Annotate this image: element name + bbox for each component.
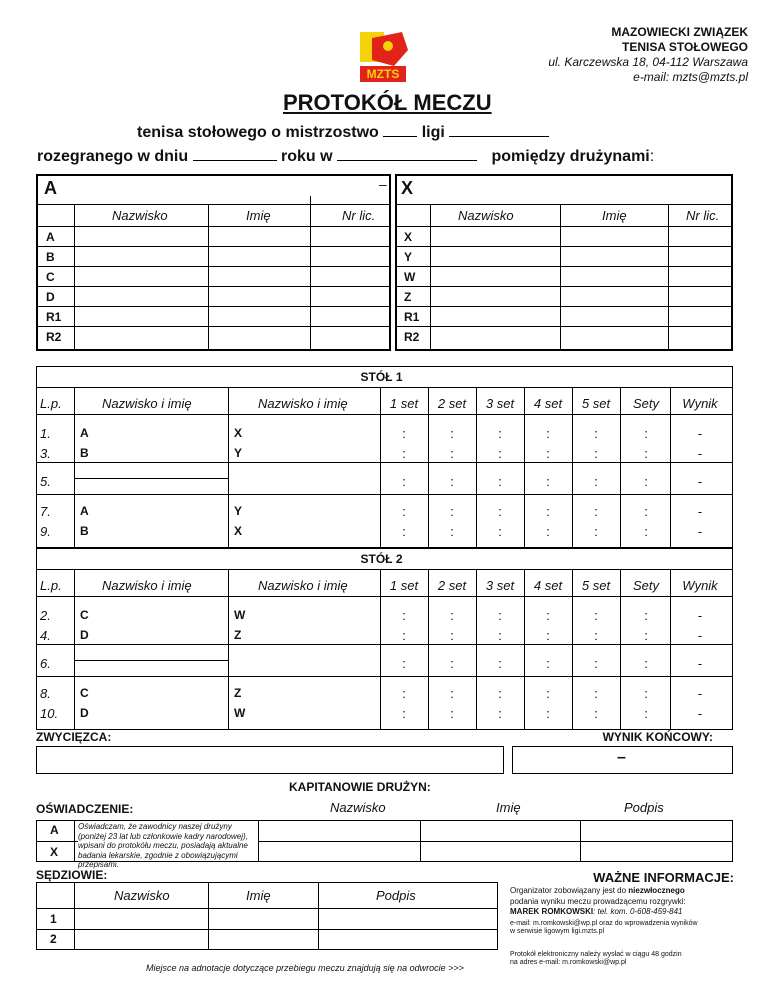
captain-a-surname-field[interactable]	[260, 821, 418, 840]
team-a-row-label: B	[46, 250, 55, 264]
set-score-4[interactable]: :	[546, 656, 550, 671]
game-lp: 9.	[40, 524, 51, 539]
set-score-4[interactable]: :	[546, 628, 550, 643]
result-score[interactable]: -	[697, 474, 703, 489]
sets-score[interactable]: :	[644, 628, 648, 643]
team-x-row-label: W	[404, 270, 416, 284]
set-score-5[interactable]: :	[594, 474, 598, 489]
sets-score[interactable]: :	[644, 474, 648, 489]
header-set-3: 3 set	[485, 578, 515, 593]
set-score-3[interactable]: :	[498, 524, 502, 539]
referees-header-signature: Podpis	[376, 888, 416, 903]
set-score-5[interactable]: :	[594, 524, 598, 539]
team-a-label: A	[44, 178, 57, 198]
game-player2: Z	[234, 686, 242, 700]
table-title: STÓŁ 2	[360, 552, 403, 566]
game-lp: 5.	[40, 474, 51, 489]
result-score[interactable]: -	[697, 628, 703, 643]
game-player1: D	[80, 706, 89, 720]
referee-row-2: 2	[50, 932, 57, 946]
declaration-line: badania lekarskie, zgodnie z obowiązującymi przepisami.	[78, 850, 238, 869]
set-score-3[interactable]: :	[498, 446, 502, 461]
subtitle-part3: rozegranego w dniu	[37, 148, 189, 165]
set-score-4[interactable]: :	[546, 608, 550, 623]
set-score-1[interactable]: :	[402, 474, 406, 489]
result-score[interactable]: -	[697, 706, 703, 721]
set-score-1[interactable]: :	[402, 608, 406, 623]
row-divider	[36, 494, 733, 495]
subtitle-part5: pomiędzy drużynami	[491, 148, 650, 165]
org-info	[428, 25, 748, 85]
column-divider	[310, 204, 311, 350]
column-divider	[732, 388, 733, 414]
column-divider	[208, 204, 209, 350]
game-player1: C	[80, 608, 89, 622]
set-score-2[interactable]: :	[450, 706, 454, 721]
column-divider	[670, 570, 671, 730]
header-set-1: 1 set	[389, 578, 419, 593]
referees-title: SĘDZIOWIE:	[36, 868, 108, 882]
header-player2: Nazwisko i imię	[258, 578, 348, 593]
game-player1: D	[80, 628, 89, 642]
set-score-4[interactable]: :	[546, 524, 550, 539]
set-score-1[interactable]: :	[402, 524, 406, 539]
set-score-1[interactable]: :	[402, 706, 406, 721]
declaration-line: wpisani do protokółu meczu, posiadają aktualne	[78, 841, 248, 850]
set-score-2[interactable]: :	[450, 474, 454, 489]
team-x-player-field[interactable]	[432, 288, 730, 306]
team-a-player-field[interactable]	[76, 328, 388, 346]
set-score-4[interactable]: :	[546, 686, 550, 701]
table-title: STÓŁ 1	[360, 370, 403, 384]
sets-score[interactable]: :	[644, 504, 648, 519]
column-divider	[572, 388, 573, 548]
mzts-logo	[358, 30, 410, 86]
set-score-3[interactable]: :	[498, 706, 502, 721]
captain-x-surname-field[interactable]	[260, 842, 418, 861]
team-a-player-field[interactable]	[76, 248, 388, 266]
game-player2: Y	[234, 504, 243, 518]
game-lp: 4.	[40, 628, 51, 643]
team-x-label: X	[401, 178, 414, 198]
header-set-3: 3 set	[485, 396, 515, 411]
column-divider	[380, 570, 381, 730]
team-a-row-label: R2	[46, 330, 62, 344]
set-score-2[interactable]: :	[450, 608, 454, 623]
column-divider	[74, 204, 75, 350]
doubles-line	[74, 660, 228, 661]
set-score-1[interactable]: :	[402, 504, 406, 519]
team-a-header-surname: Nazwisko	[112, 208, 168, 223]
winner-label: ZWYCIĘZCA:	[36, 730, 112, 744]
row-divider	[37, 266, 390, 267]
set-score-4[interactable]: :	[546, 446, 550, 461]
result-score[interactable]: -	[697, 608, 703, 623]
team-a-player-field[interactable]	[76, 228, 388, 246]
header-player1: Nazwisko i imię	[102, 578, 192, 593]
column-divider	[524, 570, 525, 730]
declaration-line: Oświadczam, że zawodnicy naszej drużyny	[78, 822, 232, 831]
org-address: ul. Karczewska 18, 04-112 Warszawa	[548, 55, 748, 69]
row-divider	[396, 286, 732, 287]
set-score-3[interactable]: :	[498, 656, 502, 671]
org-name-line1: MAZOWIECKI ZWIĄZEK	[611, 25, 748, 39]
game-player2: X	[234, 524, 243, 538]
declaration-line: (poniżej 23 lat lub członkowie kadry narodowej),	[78, 831, 248, 841]
set-score-2[interactable]: :	[450, 656, 454, 671]
set-score-1[interactable]: :	[402, 628, 406, 643]
column-divider	[670, 388, 671, 548]
game-lp: 2.	[40, 608, 51, 623]
team-x-row-label: X	[404, 230, 413, 244]
game-player1: B	[80, 446, 89, 460]
set-score-1[interactable]: :	[402, 656, 406, 671]
header-wynik: Wynik	[682, 396, 718, 411]
sets-score[interactable]: :	[644, 656, 648, 671]
game-player2: Y	[234, 446, 243, 460]
column-divider	[572, 570, 573, 730]
set-score-5[interactable]: :	[594, 686, 598, 701]
declaration-label: OŚWIADCZENIE:	[36, 802, 134, 816]
row-divider	[396, 306, 732, 307]
sets-score[interactable]: :	[644, 426, 648, 441]
team-x-row-label: Z	[404, 290, 412, 304]
game-player1: A	[80, 504, 89, 518]
doubles-line	[74, 478, 228, 479]
set-score-5[interactable]: :	[594, 426, 598, 441]
set-score-5[interactable]: :	[594, 706, 598, 721]
set-score-1[interactable]: :	[402, 446, 406, 461]
set-score-3[interactable]: :	[498, 504, 502, 519]
result-score[interactable]: -	[697, 656, 703, 671]
subtitle-part2: ligi	[421, 124, 445, 141]
team-x-row-label: R2	[404, 330, 420, 344]
game-player2: Z	[234, 628, 242, 642]
set-score-2[interactable]: :	[450, 426, 454, 441]
column-divider	[476, 570, 477, 730]
team-a-player-field[interactable]	[76, 268, 388, 286]
result-score[interactable]: -	[697, 426, 703, 441]
sets-score[interactable]: :	[644, 686, 648, 701]
row-divider	[37, 226, 390, 227]
declaration-text	[78, 822, 258, 869]
info-p3a: Protokół elektroniczny należy wysłać w ciągu 48 godzin	[510, 950, 682, 958]
row-divider	[36, 676, 733, 677]
game-lp: 6.	[40, 656, 51, 671]
header-sety: Sety	[632, 578, 659, 593]
team-a-row-label: A	[46, 230, 55, 244]
final-score-dash: –	[617, 749, 626, 766]
subtitle-line1	[137, 124, 549, 142]
game-lp: 1.	[40, 426, 51, 441]
info-p1d: MAREK ROMKOWSKI	[510, 907, 594, 916]
column-divider	[476, 388, 477, 548]
set-score-5[interactable]: :	[594, 608, 598, 623]
header-lp: L.p.	[40, 396, 62, 411]
set-score-5[interactable]: :	[594, 656, 598, 671]
game-player2: X	[234, 426, 243, 440]
match-date-field[interactable]	[193, 160, 277, 161]
info-p1a: Organizator zobowiązany jest do	[510, 886, 629, 895]
game-lp: 7.	[40, 504, 51, 519]
header-set-2: 2 set	[437, 578, 467, 593]
column-divider	[620, 388, 621, 548]
row-divider	[37, 326, 390, 327]
header-wynik: Wynik	[682, 578, 718, 593]
info-block	[510, 886, 740, 968]
set-score-4[interactable]: :	[546, 426, 550, 441]
org-name-line2: TENISA STOŁOWEGO	[621, 40, 748, 54]
footer-note: Miejsce na adnotacje dotyczące przebiegu meczu znajdują się na odwrocie >>>	[146, 963, 464, 973]
header-set-1: 1 set	[389, 396, 419, 411]
column-divider	[732, 570, 733, 596]
game-lp: 8.	[40, 686, 51, 701]
header-sety: Sety	[632, 396, 659, 411]
subtitle-part4: roku w	[281, 148, 333, 165]
final-score-label: WYNIK KOŃCOWY:	[602, 730, 713, 744]
column-divider	[620, 570, 621, 730]
header-set-5: 5 set	[581, 396, 611, 411]
referees-header-name: Imię	[246, 888, 271, 903]
set-score-3[interactable]: :	[498, 608, 502, 623]
game-player1: A	[80, 426, 89, 440]
set-score-5[interactable]: :	[594, 446, 598, 461]
captain-row-x: X	[50, 845, 59, 859]
set-score-4[interactable]: :	[546, 504, 550, 519]
column-divider	[74, 388, 75, 548]
captains-header-surname: Nazwisko	[330, 800, 386, 815]
set-score-3[interactable]: :	[498, 686, 502, 701]
row-divider	[37, 306, 390, 307]
game-lp: 3.	[40, 446, 51, 461]
row-divider	[396, 246, 732, 247]
set-score-2[interactable]: :	[450, 686, 454, 701]
set-score-3[interactable]: :	[498, 474, 502, 489]
info-p1b: niezwłocznego	[628, 886, 685, 895]
team-x-header-surname: Nazwisko	[458, 208, 514, 223]
info-p1c: podania wyniku meczu prowadzącemu rozgrywki:	[510, 896, 686, 906]
referees-header-surname: Nazwisko	[114, 888, 170, 903]
result-score[interactable]: -	[697, 686, 703, 701]
set-score-2[interactable]: :	[450, 628, 454, 643]
captain-row-a: A	[50, 823, 59, 837]
winner-field[interactable]	[36, 746, 504, 774]
header-set-4: 4 set	[533, 578, 563, 593]
game-lp: 10.	[40, 706, 59, 721]
captains-title: KAPITANOWIE DRUŻYN:	[289, 780, 431, 794]
result-score[interactable]: -	[697, 504, 703, 519]
captains-header-signature: Podpis	[624, 800, 664, 815]
header-set-4: 4 set	[533, 396, 563, 411]
team-x-header-name: Imię	[602, 208, 627, 223]
league-name-field[interactable]	[449, 136, 549, 137]
set-score-1[interactable]: :	[402, 686, 406, 701]
league-level-field[interactable]	[383, 136, 417, 137]
game-player2: W	[234, 608, 246, 622]
column-divider	[430, 204, 431, 350]
team-a-header-license: Nr lic.	[342, 208, 376, 223]
sets-score[interactable]: :	[644, 608, 648, 623]
result-score[interactable]: -	[697, 446, 703, 461]
row-divider	[396, 266, 732, 267]
header-lp: L.p.	[40, 578, 62, 593]
teams-dash: –	[379, 176, 387, 192]
match-place-field[interactable]	[337, 160, 477, 161]
column-divider	[228, 570, 229, 730]
column-divider	[560, 204, 561, 350]
column-divider	[524, 388, 525, 548]
info-p2a: e-mail: m.romkowski@wp.pl oraz do wprowadzenia wyników	[510, 919, 698, 927]
game-player1: B	[80, 524, 89, 538]
info-title: WAŻNE INFORMACJE:	[593, 870, 734, 885]
captains-header-name: Imię	[496, 800, 521, 815]
header-player1: Nazwisko i imię	[102, 396, 192, 411]
team-x-player-field[interactable]	[432, 228, 730, 246]
sets-score[interactable]: :	[644, 524, 648, 539]
column-divider	[310, 196, 311, 204]
column-divider	[36, 570, 37, 596]
logo-text: MZTS	[366, 67, 400, 81]
info-p3b: na adres e-mail: m.romkowski@wp.pl	[510, 959, 627, 966]
page-title: PROTOKÓŁ MECZU	[283, 90, 492, 115]
team-x-player-field[interactable]	[432, 328, 730, 346]
sets-score[interactable]: :	[644, 446, 648, 461]
team-x-row-label: Y	[404, 250, 413, 264]
game-player1: C	[80, 686, 89, 700]
team-a-player-field[interactable]	[76, 308, 388, 326]
team-a-row-label: C	[46, 270, 55, 284]
column-divider	[428, 570, 429, 730]
info-p1e: : tel. kom. 0-608-459-841	[593, 907, 683, 916]
row-divider	[396, 326, 732, 327]
referee-row-1: 1	[50, 912, 57, 926]
set-score-2[interactable]: :	[450, 504, 454, 519]
column-divider	[228, 388, 229, 548]
header-set-5: 5 set	[581, 578, 611, 593]
column-divider	[74, 570, 75, 730]
result-score[interactable]: -	[697, 524, 703, 539]
set-score-5[interactable]: :	[594, 628, 598, 643]
set-score-3[interactable]: :	[498, 426, 502, 441]
team-x-player-field[interactable]	[432, 268, 730, 286]
set-score-3[interactable]: :	[498, 628, 502, 643]
team-a-row-label: R1	[46, 310, 62, 324]
column-divider	[668, 204, 669, 350]
row-divider	[36, 462, 733, 463]
set-score-5[interactable]: :	[594, 504, 598, 519]
row-divider	[396, 226, 732, 227]
column-divider	[428, 388, 429, 548]
subtitle-part1: tenisa stołowego o mistrzostwo	[137, 124, 379, 141]
info-p2b: w serwisie ligowym ligi.mzts.pl	[510, 928, 605, 935]
row-divider	[36, 644, 733, 645]
team-x-player-field[interactable]	[432, 308, 730, 326]
team-x-player-field[interactable]	[432, 248, 730, 266]
column-divider	[380, 388, 381, 548]
set-score-4[interactable]: :	[546, 474, 550, 489]
column-divider	[36, 388, 37, 414]
team-a-header-name: Imię	[246, 208, 271, 223]
team-a-row-label: D	[46, 290, 55, 304]
subtitle-colon: :	[649, 148, 655, 165]
set-score-4[interactable]: :	[546, 706, 550, 721]
set-score-2[interactable]: :	[450, 446, 454, 461]
set-score-2[interactable]: :	[450, 524, 454, 539]
header-set-2: 2 set	[437, 396, 467, 411]
row-divider	[37, 286, 390, 287]
sets-score[interactable]: :	[644, 706, 648, 721]
header-player2: Nazwisko i imię	[258, 396, 348, 411]
set-score-1[interactable]: :	[402, 426, 406, 441]
team-x-header-license: Nr lic.	[686, 208, 720, 223]
org-email: e-mail: mzts@mzts.pl	[633, 70, 748, 84]
team-a-player-field[interactable]	[76, 288, 388, 306]
subtitle-line2	[37, 148, 654, 166]
game-player2: W	[234, 706, 246, 720]
team-x-row-label: R1	[404, 310, 420, 324]
row-divider	[37, 246, 390, 247]
